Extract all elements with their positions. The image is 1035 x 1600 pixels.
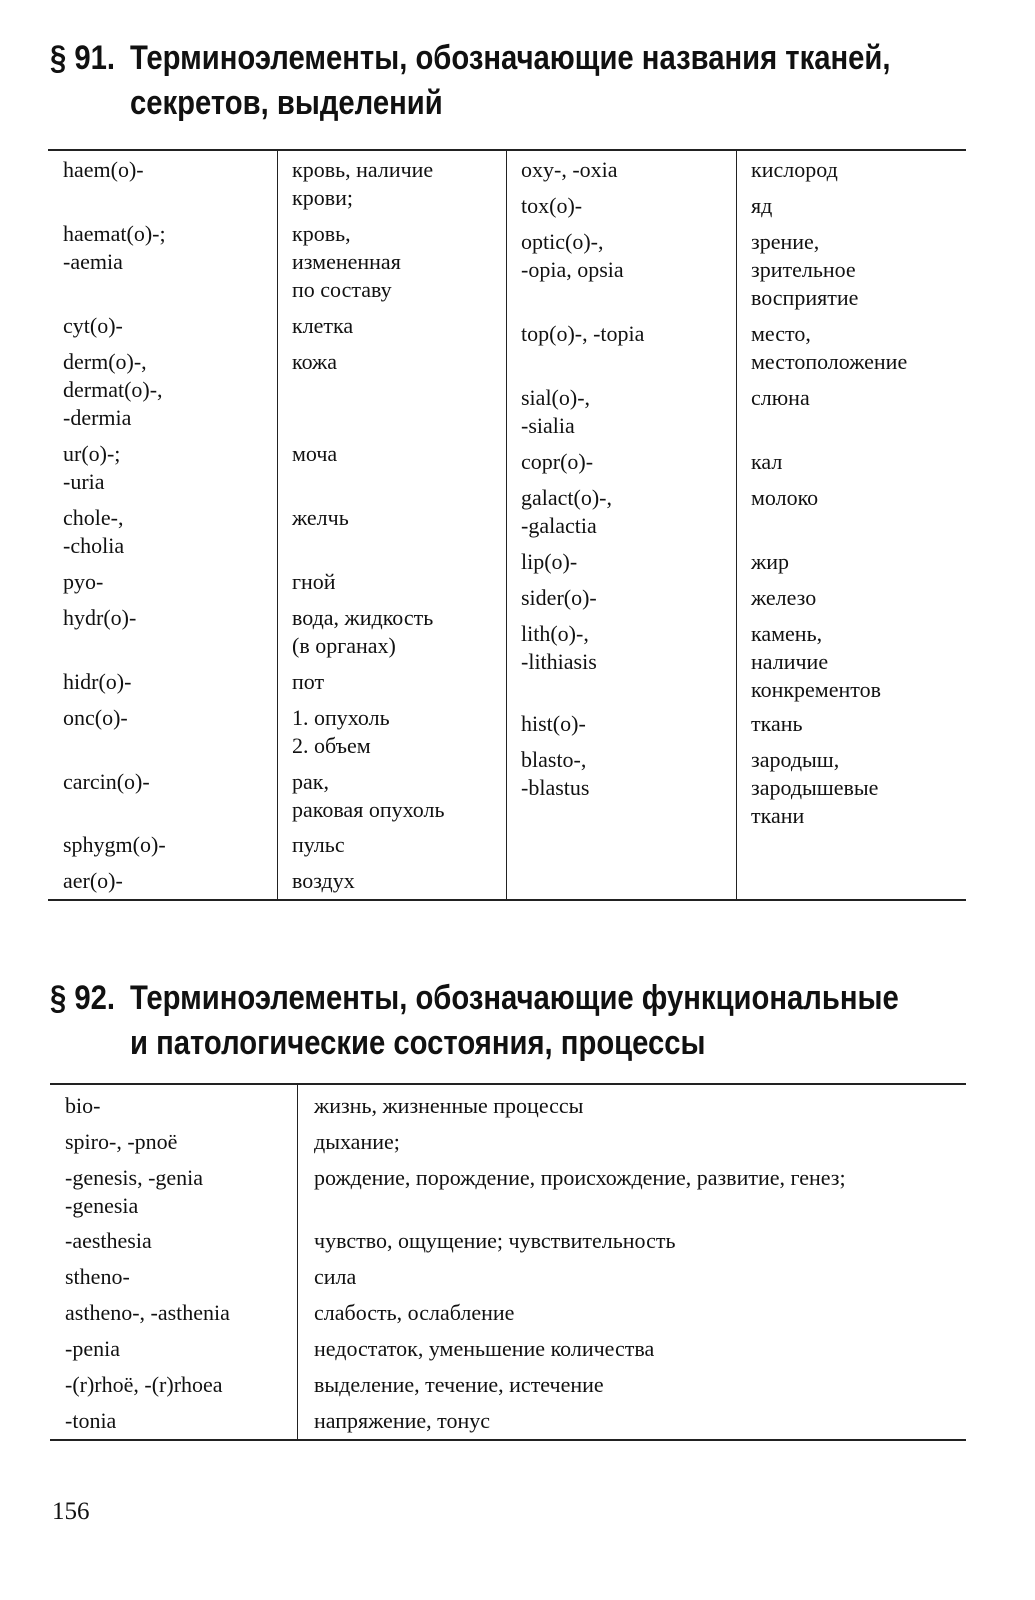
term-text: bio- xyxy=(65,1093,101,1118)
term-text: -dermia xyxy=(63,405,132,430)
term-text: tox(o)- xyxy=(521,193,583,218)
term-text: cyt(o)- xyxy=(63,313,123,338)
meaning-text: зародышевые xyxy=(751,775,879,800)
meaning-cell xyxy=(292,768,444,824)
term-text: galact(o)-, xyxy=(521,485,612,510)
term-text: -galactia xyxy=(521,513,597,538)
meaning-text: моча xyxy=(292,441,338,466)
meaning-text: место, xyxy=(751,321,811,346)
meaning-text: дыхание; xyxy=(314,1129,400,1154)
term-text: stheno- xyxy=(65,1264,130,1289)
section-title-line1: Терминоэлементы, обозначающие названия тканей, xyxy=(129,39,891,77)
meaning-text: жир xyxy=(751,549,789,574)
table92-top-rule xyxy=(50,1083,966,1085)
term-cell xyxy=(65,1371,223,1399)
term-cell xyxy=(65,1407,116,1435)
term-text: hydr(o)- xyxy=(63,605,137,630)
term-cell xyxy=(63,156,144,184)
meaning-text: кожа xyxy=(292,349,337,374)
term-text: -genesis, -genia xyxy=(65,1165,204,1190)
term-cell xyxy=(65,1164,203,1220)
term-text: -aemia xyxy=(63,249,123,274)
meaning-text: кал xyxy=(751,449,783,474)
meaning-text: кровь, наличие xyxy=(292,157,434,182)
meaning-cell xyxy=(314,1407,490,1435)
meaning-text: слюна xyxy=(751,385,810,410)
meaning-cell xyxy=(292,604,433,660)
meaning-cell xyxy=(751,156,838,184)
meaning-text: чувство, ощущение; чувствительность xyxy=(314,1228,676,1253)
table91-bottom-rule xyxy=(48,899,966,901)
term-text: spiro-, -pnoë xyxy=(65,1129,178,1154)
meaning-text: кислород xyxy=(751,157,838,182)
term-text: derm(o)-, xyxy=(63,349,147,374)
term-text: haemat(o)-; xyxy=(63,221,166,246)
meaning-cell xyxy=(751,584,816,612)
meaning-cell xyxy=(292,704,390,760)
meaning-text: (в органах) xyxy=(292,633,396,658)
meaning-cell xyxy=(292,156,433,212)
term-cell xyxy=(521,228,624,284)
term-cell xyxy=(63,440,120,496)
meaning-text: выделение, течение, истечение xyxy=(314,1372,604,1397)
term-text: top(o)-, -topia xyxy=(521,321,645,346)
term-cell xyxy=(65,1227,152,1255)
meaning-text: крови; xyxy=(292,185,353,210)
meaning-text: клетка xyxy=(292,313,354,338)
meaning-text: измененная xyxy=(292,249,401,274)
meaning-cell xyxy=(751,192,772,220)
term-text: haem(o)- xyxy=(63,157,144,182)
term-cell xyxy=(65,1299,230,1327)
term-cell xyxy=(63,568,103,596)
meaning-cell xyxy=(292,312,353,340)
meaning-text: наличие xyxy=(751,649,829,674)
term-cell xyxy=(521,746,589,802)
meaning-cell xyxy=(314,1128,400,1156)
meaning-text: желчь xyxy=(292,505,349,530)
meaning-text: вода, жидкость xyxy=(292,605,434,630)
meaning-text: раковая опухоль xyxy=(292,797,445,822)
meaning-cell xyxy=(292,831,345,859)
meaning-text: пульс xyxy=(292,832,345,857)
term-cell xyxy=(63,504,124,560)
section-title-line2: секретов, выделений xyxy=(129,84,443,122)
table92-divider xyxy=(297,1084,298,1440)
term-cell xyxy=(521,584,597,612)
meaning-text: пот xyxy=(292,669,325,694)
term-cell xyxy=(521,620,597,676)
term-cell xyxy=(63,312,123,340)
meaning-text: конкрементов xyxy=(751,677,881,702)
section-title-line1: Терминоэлементы, обозначающие функциональные xyxy=(129,979,899,1017)
meaning-cell xyxy=(292,867,355,895)
term-cell xyxy=(65,1128,177,1156)
meaning-text: яд xyxy=(751,193,773,218)
term-cell xyxy=(65,1263,130,1291)
term-text: -blastus xyxy=(521,775,590,800)
meaning-cell xyxy=(314,1263,356,1291)
page-number: 156 xyxy=(52,1498,90,1525)
term-cell xyxy=(63,831,166,859)
section-91-heading xyxy=(50,36,891,126)
term-cell xyxy=(521,710,586,738)
term-text: hist(o)- xyxy=(521,711,586,736)
section-92-heading xyxy=(50,976,899,1066)
term-text: ur(o)-; xyxy=(63,441,121,466)
meaning-text: слабость, ослабление xyxy=(314,1300,515,1325)
meaning-cell xyxy=(751,228,858,312)
meaning-cell xyxy=(292,348,337,376)
meaning-text: по составу xyxy=(292,277,392,302)
meaning-cell xyxy=(292,668,324,696)
meaning-text: ткань xyxy=(751,711,803,736)
term-cell xyxy=(521,548,577,576)
term-cell xyxy=(521,448,593,476)
term-text: astheno-, -asthenia xyxy=(65,1300,230,1325)
meaning-cell xyxy=(314,1299,514,1327)
meaning-text: 2. объем xyxy=(292,733,371,758)
meaning-text: 1. опухоль xyxy=(292,705,390,730)
table91-divider xyxy=(277,150,278,900)
term-text: blasto-, xyxy=(521,747,587,772)
meaning-text: напряжение, тонус xyxy=(314,1408,490,1433)
meaning-cell xyxy=(751,320,907,376)
meaning-cell xyxy=(751,448,782,476)
meaning-text: зародыш, xyxy=(751,747,840,772)
term-text: -aesthesia xyxy=(65,1228,152,1253)
meaning-cell xyxy=(751,620,881,704)
term-cell xyxy=(521,156,618,184)
term-text: -opia, opsia xyxy=(521,257,624,282)
term-text: dermat(o)-, xyxy=(63,377,163,402)
term-cell xyxy=(63,768,150,796)
term-text: sphygm(o)- xyxy=(63,832,166,857)
term-cell xyxy=(521,484,612,540)
term-text: lith(o)-, xyxy=(521,621,589,646)
meaning-text: железо xyxy=(751,585,817,610)
meaning-text: жизнь, жизненные процессы xyxy=(314,1093,584,1118)
term-text: lip(o)- xyxy=(521,549,578,574)
term-text: -(r)rhoë, -(r)rhoea xyxy=(65,1372,223,1397)
term-text: -lithiasis xyxy=(521,649,597,674)
meaning-text: молоко xyxy=(751,485,819,510)
meaning-cell xyxy=(751,710,803,738)
term-text: sider(o)- xyxy=(521,585,597,610)
term-text: -cholia xyxy=(63,533,125,558)
meaning-text: зрительное xyxy=(751,257,856,282)
meaning-cell xyxy=(314,1335,654,1363)
term-text: pyo- xyxy=(63,569,104,594)
meaning-text: восприятие xyxy=(751,285,859,310)
meaning-cell xyxy=(292,504,349,532)
meaning-text: кровь, xyxy=(292,221,351,246)
term-text: -tonia xyxy=(65,1408,117,1433)
meaning-text: недостаток, уменьшение количества xyxy=(314,1336,655,1361)
term-cell xyxy=(63,604,136,632)
meaning-cell xyxy=(751,746,878,830)
term-cell xyxy=(63,668,131,696)
meaning-cell xyxy=(292,220,401,304)
section-number: § 92. xyxy=(50,979,116,1017)
section-title-line2: и патологические состояния, процессы xyxy=(129,1024,706,1062)
table91-divider xyxy=(736,150,737,900)
meaning-text: камень, xyxy=(751,621,823,646)
meaning-cell xyxy=(314,1371,604,1399)
meaning-text: зрение, xyxy=(751,229,820,254)
term-cell xyxy=(521,192,582,220)
term-cell xyxy=(521,384,590,440)
term-text: chole-, xyxy=(63,505,124,530)
term-text: copr(o)- xyxy=(521,449,594,474)
table91-divider xyxy=(506,150,507,900)
term-text: optic(o)-, xyxy=(521,229,604,254)
term-text: -uria xyxy=(63,469,105,494)
meaning-cell xyxy=(751,384,810,412)
table92-bottom-rule xyxy=(50,1439,966,1441)
term-cell xyxy=(63,867,123,895)
meaning-text: гной xyxy=(292,569,336,594)
meaning-text: рак, xyxy=(292,769,329,794)
term-text: aer(o)- xyxy=(63,868,123,893)
term-cell xyxy=(63,348,163,432)
meaning-cell xyxy=(751,484,818,512)
meaning-cell xyxy=(314,1227,676,1255)
meaning-text: сила xyxy=(314,1264,357,1289)
meaning-cell xyxy=(292,568,336,596)
table91-top-rule xyxy=(48,149,966,151)
term-cell xyxy=(63,220,166,276)
meaning-cell xyxy=(314,1164,846,1192)
term-text: hidr(o)- xyxy=(63,669,132,694)
term-text: sial(o)-, xyxy=(521,385,591,410)
term-text: -penia xyxy=(65,1336,120,1361)
term-text: onc(o)- xyxy=(63,705,128,730)
term-cell xyxy=(63,704,128,732)
term-text: oxy-, -oxia xyxy=(521,157,618,182)
term-cell xyxy=(65,1335,120,1363)
term-cell xyxy=(65,1092,100,1120)
term-text: carcin(o)- xyxy=(63,769,150,794)
term-text: -sialia xyxy=(521,413,575,438)
term-cell xyxy=(521,320,644,348)
meaning-cell xyxy=(314,1092,583,1120)
meaning-text: воздух xyxy=(292,868,355,893)
meaning-text: ткани xyxy=(751,803,805,828)
meaning-cell xyxy=(751,548,789,576)
meaning-text: рождение, порождение, происхождение, развитие, генез; xyxy=(314,1165,846,1190)
meaning-cell xyxy=(292,440,337,468)
term-text: -genesia xyxy=(65,1193,139,1218)
section-number: § 91. xyxy=(50,39,116,77)
meaning-text: местоположение xyxy=(751,349,908,374)
